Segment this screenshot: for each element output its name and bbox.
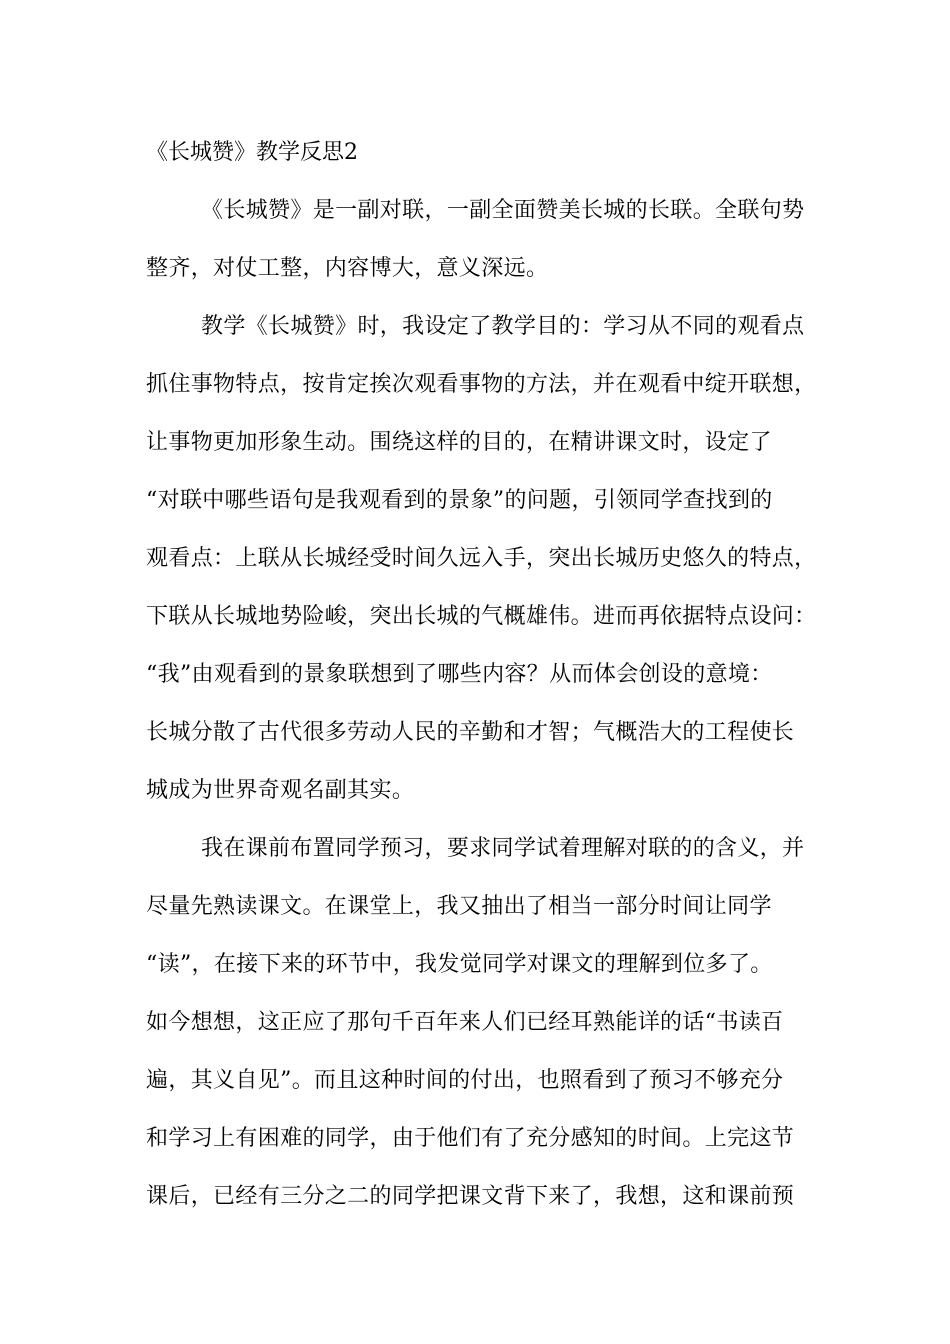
paragraph-3-line-7: 课后，已经有三分之二的同学把课文背下来了，我想，这和课前预 xyxy=(146,1184,795,1209)
paragraph-3-line-2: 尽量先熟读课文。在课堂上，我又抽出了相当一部分时间让同学 xyxy=(146,894,772,919)
paragraph-3-line-6: 和学习上有困难的同学，由于他们有了充分感知的时间。上完这节 xyxy=(146,1126,795,1151)
paragraph-2-line-5: 观看点：上联从长城经受时间久远入手，突出长城历史悠久的特点， xyxy=(146,546,817,571)
paragraph-2-line-1: 教学《长城赞》时，我设定了教学目的：学习从不同的观看点 xyxy=(201,314,805,339)
paragraph-3-line-1: 我在课前布置同学预习，要求同学试着理解对联的的含义，并 xyxy=(201,836,805,861)
document-title: 《长城赞》教学反思2 xyxy=(146,140,358,165)
paragraph-2-line-6: 下联从长城地势险峻，突出长城的气概雄伟。进而再依据特点设问： xyxy=(146,604,817,629)
paragraph-3-line-3: “读”，在接下来的环节中，我发觉同学对课文的理解到位多了。 xyxy=(146,952,773,977)
paragraph-2-line-4: “对联中哪些语句是我观看到的景象”的问题，引领同学查找到的 xyxy=(146,488,773,513)
paragraph-3-line-4: 如今想想，这正应了那句千百年来人们已经耳熟能详的话“书读百 xyxy=(146,1010,784,1035)
paragraph-1-line-1: 《长城赞》是一副对联，一副全面赞美长城的长联。全联句势 xyxy=(201,198,805,223)
paragraph-2-line-7: “我”由观看到的景象联想到了哪些内容？从而体会创设的意境： xyxy=(146,662,773,687)
paragraph-2-line-8: 长城分散了古代很多劳动人民的辛勤和才智；气概浩大的工程使长 xyxy=(146,720,795,745)
paragraph-2-line-9: 城成为世界奇观名副其实。 xyxy=(146,778,415,803)
paragraph-3-line-5: 遍，其义自见”。而且这种时间的付出，也照看到了预习不够充分 xyxy=(146,1068,784,1093)
paragraph-2-line-3: 让事物更加形象生动。围绕这样的目的，在精讲课文时，设定了 xyxy=(146,430,772,455)
paragraph-2-line-2: 抓住事物特点，按肯定挨次观看事物的方法，并在观看中绽开联想， xyxy=(146,372,817,397)
paragraph-1-line-2: 整齐，对仗工整，内容博大，意义深远。 xyxy=(146,256,549,281)
